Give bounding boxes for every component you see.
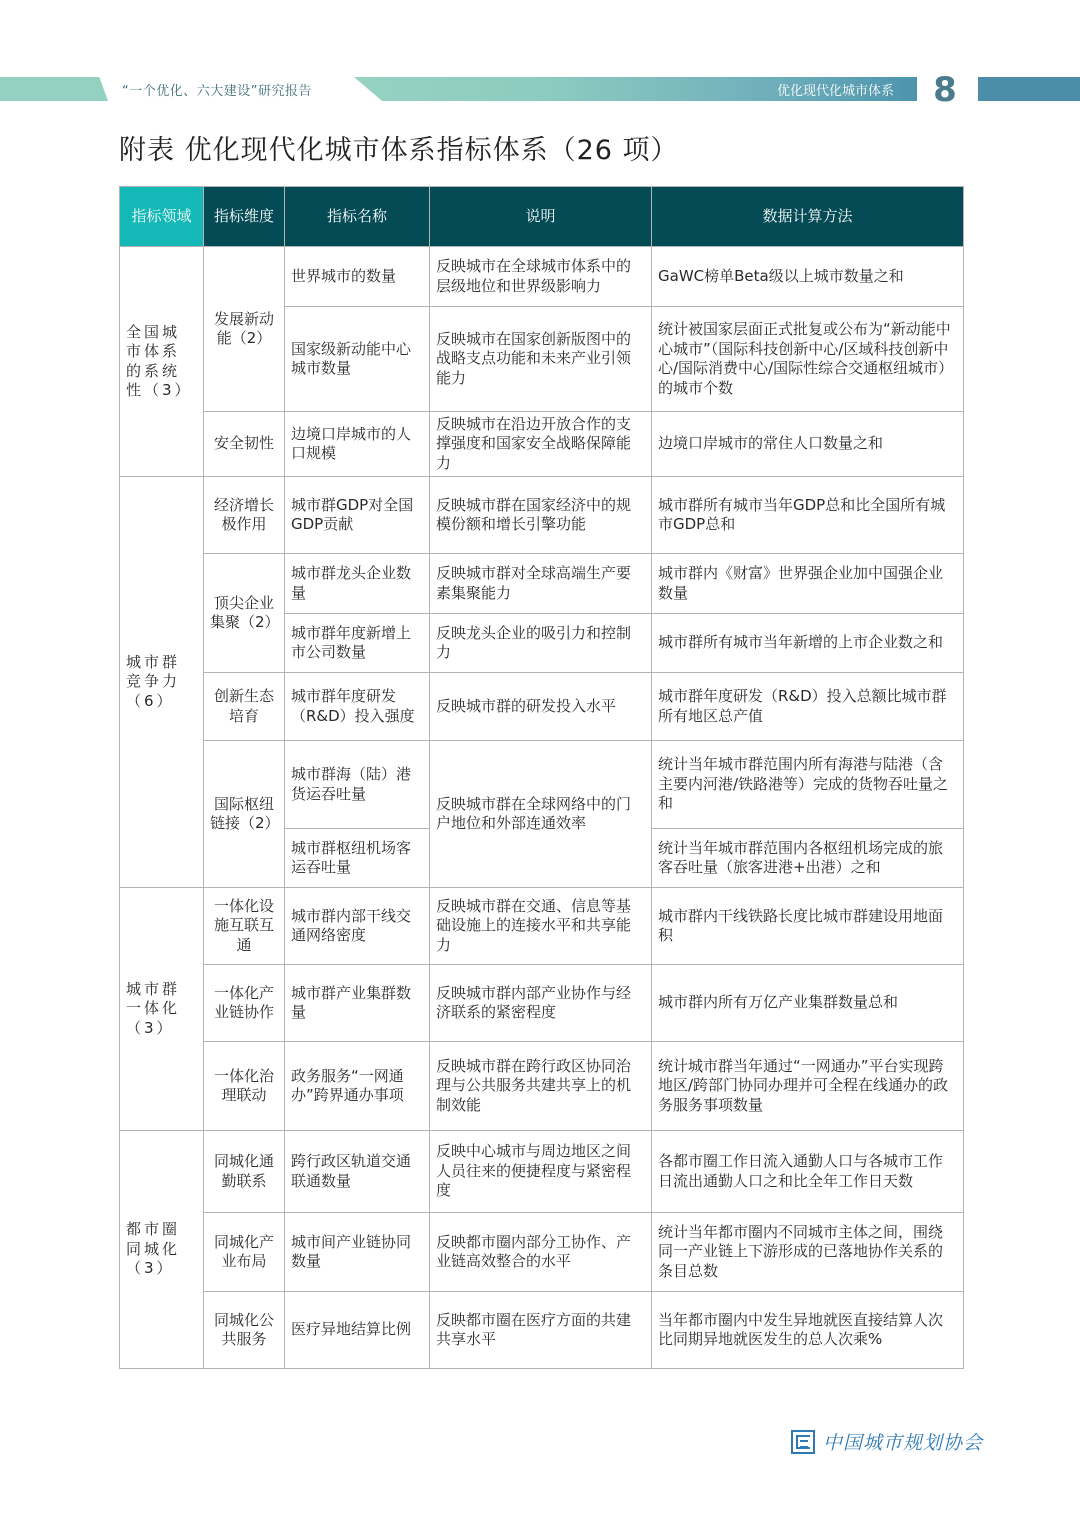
column-header-method: 数据计算方法 [652,187,964,247]
indicator-name: 世界城市的数量 [285,247,430,307]
indicator-method: 统计当年城市群范围内所有海港与陆港（含主要内河港/铁路港等）完成的货物吞吐量之和 [652,741,964,829]
table-header-row [120,187,964,247]
header-band-left [0,77,108,101]
dimension-cell: 发展新动能（2） [204,247,285,412]
indicator-method: 当年都市圈内中发生异地就医直接结算人次比同期异地就医发生的总人次乘% [652,1292,964,1369]
indicator-method: 统计被国家层面正式批复或公布为“新动能中心城市”（国际科技创新中心/区域科技创新中心/国际消费中心/国际性综合交通枢纽城市）的城市个数 [652,307,964,412]
table-row [120,888,964,965]
table-row [120,1131,964,1213]
organization-name: 中国城市规划协会 [823,1432,984,1454]
table-row [120,965,964,1042]
page-number: 8 [933,70,957,110]
indicator-description: 反映城市群在跨行政区协同治理与公共服务共建共享上的机制效能 [430,1042,652,1131]
report-name: “一个优化、六大建设”研究报告 [122,84,312,99]
area-cell: 城市群一体化（3） [120,888,204,1131]
indicator-name: 城市群年度新增上市公司数量 [285,614,430,673]
indicator-name: 城市间产业链协同数量 [285,1213,430,1292]
indicator-description: 反映中心城市与周边地区之间人员往来的便捷程度与紧密程度 [430,1131,652,1213]
table-row [120,673,964,741]
indicator-name: 城市群年度研发（R&D）投入强度 [285,673,430,741]
indicator-description: 反映城市在全球城市体系中的层级地位和世界级影响力 [430,247,652,307]
indicator-name: 国家级新动能中心城市数量 [285,307,430,412]
table-row [120,1042,964,1131]
indicator-description: 反映城市群对全球高端生产要素集聚能力 [430,554,652,614]
indicator-method: 城市群内《财富》世界强企业加中国强企业数量 [652,554,964,614]
indicator-method: GaWC榜单Beta级以上城市数量之和 [652,247,964,307]
table-row [120,247,964,307]
dimension-cell: 创新生态培育 [204,673,285,741]
indicator-method: 城市群年度研发（R&D）投入总额比城市群所有地区总产值 [652,673,964,741]
indicator-description: 反映城市在国家创新版图中的战略支点功能和未来产业引领能力 [430,307,652,412]
indicator-name: 城市群龙头企业数量 [285,554,430,614]
indicator-description: 反映城市群在国家经济中的规模份额和增长引擎功能 [430,477,652,554]
indicator-method: 城市群所有城市当年GDP总和比全国所有城市GDP总和 [652,477,964,554]
table-row [120,554,964,614]
indicator-table [119,186,964,1369]
header-band-right [978,77,1080,101]
column-header-area: 指标领域 [120,187,204,247]
dimension-cell: 同城化公共服务 [204,1292,285,1369]
column-header-dimension: 指标维度 [204,187,285,247]
table-row [120,412,964,477]
area-cell: 都市圈同城化（3） [120,1131,204,1369]
indicator-method: 边境口岸城市的常住人口数量之和 [652,412,964,477]
dimension-cell: 安全韧性 [204,412,285,477]
column-header-name: 指标名称 [285,187,430,247]
cupa-logo-icon [791,1430,815,1454]
dimension-cell: 一体化设施互联互通 [204,888,285,965]
indicator-description: 反映龙头企业的吸引力和控制力 [430,614,652,673]
table-row [120,1213,964,1292]
indicator-description: 反映都市圈在医疗方面的共建共享水平 [430,1292,652,1369]
dimension-cell: 经济增长极作用 [204,477,285,554]
table-row [120,477,964,554]
indicator-description: 反映城市群的研发投入水平 [430,673,652,741]
indicator-name: 城市群枢纽机场客运吞吐量 [285,829,430,888]
column-header-description: 说明 [430,187,652,247]
page-title: 附表 优化现代化城市体系指标体系（26 项） [119,135,679,166]
table-row [120,741,964,829]
indicator-name: 城市群产业集群数量 [285,965,430,1042]
indicator-description: 反映城市在沿边开放合作的支撑强度和国家安全战略保障能力 [430,412,652,477]
indicator-description: 反映都市圈内部分工协作、产业链高效整合的水平 [430,1213,652,1292]
indicator-name: 城市群内部干线交通网络密度 [285,888,430,965]
indicator-name: 城市群GDP对全国GDP贡献 [285,477,430,554]
footer-logo [791,1428,983,1455]
indicator-description: 反映城市群在交通、信息等基础设施上的连接水平和共享能力 [430,888,652,965]
indicator-name: 跨行政区轨道交通联通数量 [285,1131,430,1213]
section-name: 优化现代化城市体系 [776,84,894,99]
area-cell: 城市群竞争力（6） [120,477,204,888]
indicator-name: 边境口岸城市的人口规模 [285,412,430,477]
indicator-name: 政务服务“一网通办”跨界通办事项 [285,1042,430,1131]
table-row [120,1292,964,1369]
indicator-method: 城市群所有城市当年新增的上市企业数之和 [652,614,964,673]
indicator-description: 反映城市群内部产业协作与经济联系的紧密程度 [430,965,652,1042]
indicator-name: 城市群海（陆）港货运吞吐量 [285,741,430,829]
dimension-cell: 一体化产业链协作 [204,965,285,1042]
indicator-method: 各都市圈工作日流入通勤人口与各城市工作日流出通勤人口之和比全年工作日天数 [652,1131,964,1213]
dimension-cell: 国际枢纽链接（2） [204,741,285,888]
indicator-method: 统计当年都市圈内不同城市主体之间，围绕同一产业链上下游形成的已落地协作关系的条目总数 [652,1213,964,1292]
area-cell: 全国城市体系的系统性（3） [120,247,204,477]
indicator-method: 统计城市群当年通过“一网通办”平台实现跨地区/跨部门协同办理并可全程在线通办的政务服务事项数量 [652,1042,964,1131]
dimension-cell: 一体化治理联动 [204,1042,285,1131]
indicator-method: 统计当年城市群范围内各枢纽机场完成的旅客吞吐量（旅客进港+出港）之和 [652,829,964,888]
dimension-cell: 同城化产业布局 [204,1213,285,1292]
indicator-method: 城市群内干线铁路长度比城市群建设用地面积 [652,888,964,965]
indicator-description: 反映城市群在全球网络中的门户地位和外部连通效率 [430,741,652,888]
dimension-cell: 顶尖企业集聚（2） [204,554,285,673]
indicator-name: 医疗异地结算比例 [285,1292,430,1369]
dimension-cell: 同城化通勤联系 [204,1131,285,1213]
indicator-method: 城市群内所有万亿产业集群数量总和 [652,965,964,1042]
